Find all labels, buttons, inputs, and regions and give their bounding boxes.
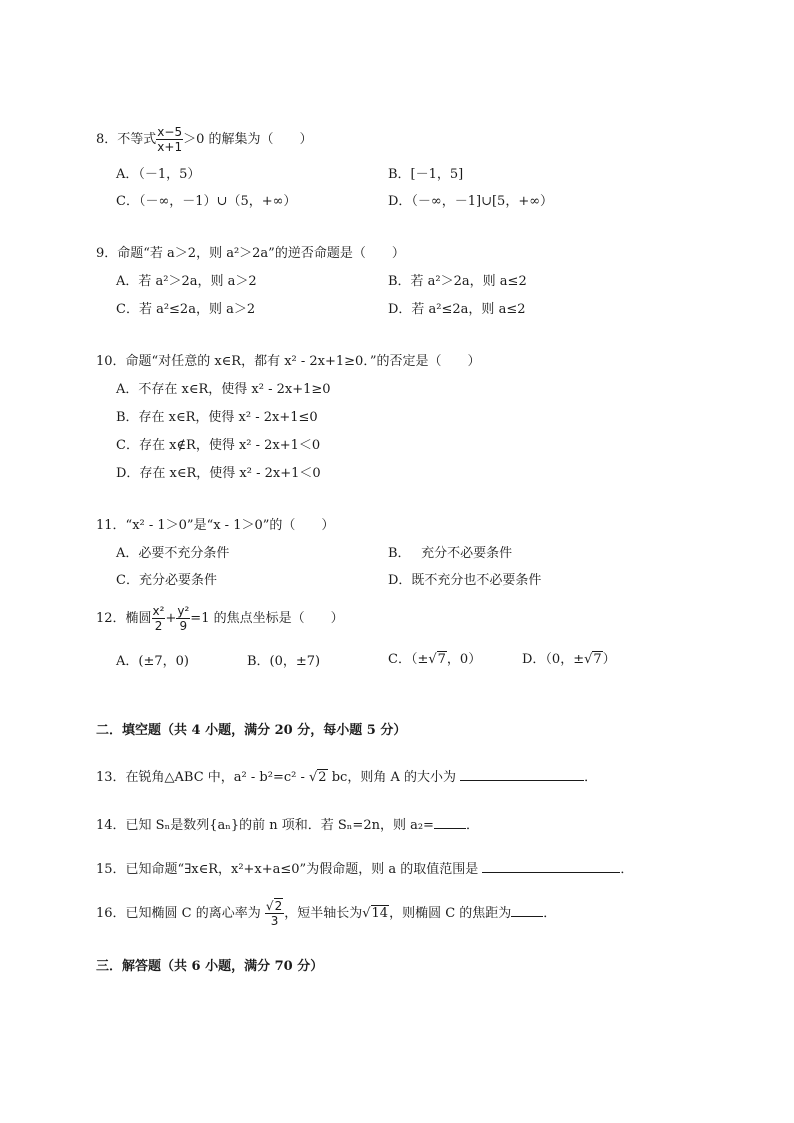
q8-suffix: ＞0 的解集为（ ） [183,132,313,147]
q11-option-d: D．既不充分也不必要条件 [388,573,542,588]
q9-option-b: B．若 a²＞2a，则 a≤2 [388,274,527,289]
q12-c-prefix: C．（± [388,652,429,667]
q12-option-b: B．(0，±7) [247,654,321,669]
q12-plus: + [165,611,177,626]
question-12-stem [96,604,344,633]
q12-fraction-x [152,604,166,633]
q12-option-c [388,651,481,669]
q16-fraction [265,899,284,928]
q16-prefix: 16．已知椭圆 C 的离心率为 [96,906,261,921]
q8-fraction [156,125,183,154]
q11-option-b: B． 充分不必要条件 [388,546,513,561]
q14-end: ． [465,818,479,833]
section-2-heading: 二．填空题（共 4 小题，满分 20 分，每小题 5 分） [96,723,407,738]
q12-suffix: =1 的焦点坐标是（ ） [190,611,344,626]
q13-end: ． [584,770,598,785]
q8-option-c: C．（－∞，－1）∪（5，+∞） [116,194,297,209]
q12-frac-y-denominator: 9 [179,619,188,633]
q12-prefix: 12．椭圆 [96,611,152,626]
question-16 [96,896,556,932]
q13-prefix: 13．在锐角△ABC 中，a² - b²=c² - [96,770,309,785]
q16-num-radicand: 2 [274,899,283,913]
q16-frac-denominator: 3 [270,914,279,928]
q14-text: 14．已知 Sₙ是数列{aₙ}的前 n 项和．若 Sₙ=2n，则 a₂= [96,818,434,833]
q11-option-c: C．充分必要条件 [116,573,217,588]
q9-option-a: A．若 a²＞2a，则 a＞2 [116,274,257,289]
q13-radicand: 2 [318,770,327,785]
q16-suffix: ，则椭圆 C 的焦距为 [389,906,512,921]
q12-frac-x-numerator: x² [152,604,165,618]
q8-option-b: B．[－1，5] [388,167,464,182]
q12-c-sqrt: √7 [428,652,446,667]
question-14 [96,814,479,835]
q11-option-a: A．必要不充分条件 [116,546,230,561]
q12-frac-y-numerator: y² [177,604,190,618]
q9-option-d: D．若 a²≤2a，则 a≤2 [388,302,526,317]
q13-answer-blank[interactable] [460,766,584,781]
q12-option-a: A．(±7，0) [116,654,189,669]
q10-option-d: D．存在 x∈R，使得 x² - 2x+1＜0 [116,466,321,481]
q12-d-radicand: 7 [593,652,602,667]
q14-answer-blank[interactable] [434,814,466,829]
question-13 [96,766,597,787]
q12-d-sqrt: √7 [584,652,602,667]
q16-sqrt: √14 [362,906,389,921]
question-10-stem: 10．命题“对任意的 x∈R，都有 x² - 2x+1≥0．”的否定是（ ） [96,354,481,369]
q16-mid: ，短半轴长为 [284,906,363,921]
q16-answer-blank[interactable] [511,902,543,917]
q16-end: ． [543,906,557,921]
question-8-stem [96,125,312,154]
q8-frac-denominator: x+1 [157,140,183,154]
q10-option-c: C．存在 x∉R，使得 x² - 2x+1＜0 [116,438,321,453]
q16-frac-numerator [265,899,284,914]
q10-option-b: B．存在 x∈R，使得 x² - 2x+1≤0 [116,410,318,425]
q16-num-sqrt: √2 [265,899,283,913]
q16-radicand: 14 [371,906,389,921]
q15-answer-blank[interactable] [482,858,620,873]
q12-c-suffix: ，0） [446,652,482,667]
q9-option-c: C．若 a²≤2a，则 a＞2 [116,302,256,317]
q13-sqrt: √2 [309,770,327,785]
section-3-heading: 三．解答题（共 6 小题，满分 70 分） [96,959,324,974]
q10-option-a: A．不存在 x∈R，使得 x² - 2x+1≥0 [116,382,331,397]
q13-suffix: bc，则角 A 的大小为 [327,770,456,785]
q15-end: ． [620,862,634,877]
question-11-stem: 11．“x² - 1＞0”是“x - 1＞0”的（ ） [96,518,335,533]
q12-d-suffix: ） [602,652,616,667]
q8-prefix: 8．不等式 [96,132,157,147]
q12-option-d [522,651,616,669]
question-9-stem: 9．命题“若 a＞2，则 a²＞2a”的逆否命题是（ ） [96,246,405,261]
q12-c-radicand: 7 [437,652,446,667]
question-15 [96,858,633,879]
q8-option-d: D．（－∞，－1]∪[5，+∞） [388,194,554,209]
q8-frac-numerator: x−5 [157,125,183,139]
q15-text: 15．已知命题“∃x∈R，x²+x+a≤0”为假命题，则 a 的取值范围是 [96,862,479,877]
q12-fraction-y [176,604,190,633]
q12-d-prefix: D．（0，± [522,652,585,667]
q12-frac-x-denominator: 2 [154,619,163,633]
q8-option-a: A．（－1，5） [116,167,201,182]
